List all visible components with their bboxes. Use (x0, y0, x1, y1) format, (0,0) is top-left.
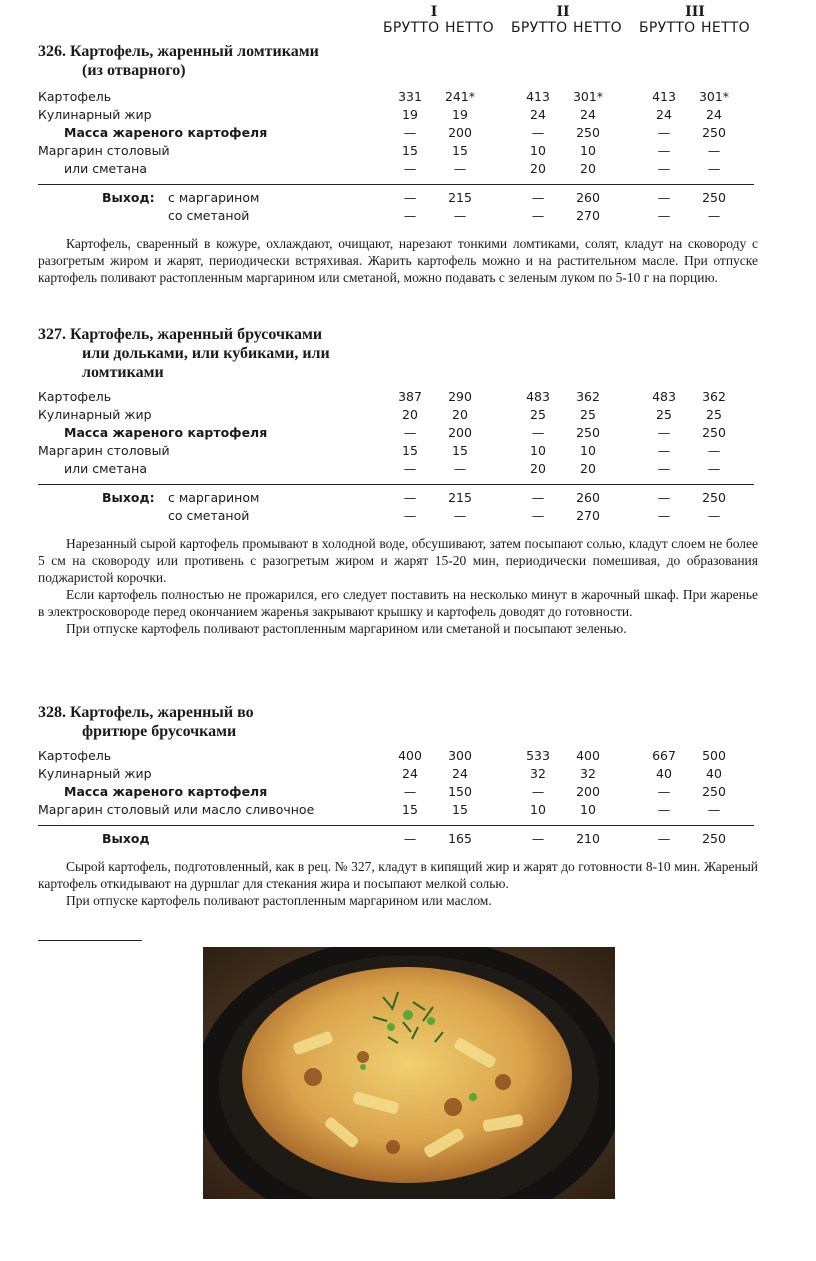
fried-potatoes-photo (203, 947, 615, 1199)
cell: 200 (576, 784, 600, 799)
cell: — (403, 425, 417, 440)
cell: 165 (448, 831, 472, 846)
title-line: 328. Картофель, жаренный во (38, 704, 254, 721)
cell: 20 (580, 161, 596, 176)
recipe-title (38, 42, 758, 80)
output-row (38, 507, 758, 525)
cell: 24 (402, 766, 418, 781)
cell: — (657, 143, 671, 158)
output-label: Выход: (102, 190, 155, 205)
row-label: Картофель (38, 89, 112, 104)
cell: — (531, 831, 545, 846)
cell: 32 (530, 766, 546, 781)
cell: — (453, 508, 467, 523)
cell: — (531, 508, 545, 523)
cell: 19 (452, 107, 468, 122)
cell: 15 (402, 443, 418, 458)
cell: 25 (530, 407, 546, 422)
cell: — (403, 208, 417, 223)
cell: 250 (576, 125, 600, 140)
table-row (38, 142, 758, 160)
paragraph: Если картофель полностью не прожарился, его следует поставить на несколько минут в жарочный шкаф. При жаренье в электросковороде перед окончанием жаренья закрывают крышку и картофель доводят до готовности. (38, 587, 758, 619)
group-label: III (685, 4, 705, 20)
cell: — (707, 461, 721, 476)
cell: 250 (702, 425, 726, 440)
table-row (38, 160, 758, 178)
paragraph: Картофель, сваренный в кожуре, охлаждают, очищают, нарезают тонкими ломтиками, солят, кладут на сковороду с разогретым жиром и жарят, периодически встряхивая. Жарить картофель можно и на растительном масле. При отпуске картофель поливают растопленным маргарином или сметаной, можно подавать с зеленым луком по 5-10 г на порцию. (38, 236, 758, 285)
cell: 215 (448, 490, 472, 505)
cell: — (707, 443, 721, 458)
title-line: фритюре брусочками (82, 723, 237, 740)
cell: — (531, 190, 545, 205)
cell: 400 (576, 748, 600, 763)
row-label: Масса жареного картофеля (64, 125, 268, 140)
recipe-description (38, 858, 758, 909)
row-label: или сметана (64, 461, 147, 476)
output-row (38, 189, 758, 207)
cell: 24 (580, 107, 596, 122)
output-sublabel: с маргарином (168, 190, 260, 205)
cell: 301* (698, 89, 730, 104)
paragraph: Сырой картофель, подготовленный, как в рец. № 327, кладут в кипящий жир и жарят до готовности 8-10 мин. Жареный картофель откидывают на дуршлаг для стекания жира и посыпают мелкой солью. (38, 859, 758, 891)
cell: 20 (530, 461, 546, 476)
cell: — (531, 125, 545, 140)
cell: — (707, 143, 721, 158)
cell: — (657, 490, 671, 505)
row-label: Картофель (38, 748, 112, 763)
cell: — (657, 190, 671, 205)
cell: — (707, 802, 721, 817)
divider (38, 825, 754, 826)
cell: — (657, 802, 671, 817)
row-label: Маргарин столовый (38, 443, 170, 458)
cell: 24 (656, 107, 672, 122)
cell: 241* (444, 89, 476, 104)
cell: 250 (702, 784, 726, 799)
row-label: Масса жареного картофеля (64, 425, 268, 440)
title-line: или дольками, или кубиками, или (82, 345, 330, 362)
cell: 25 (706, 407, 722, 422)
column-header: НЕТТО (701, 20, 750, 36)
title-line: 326. Картофель, жаренный ломтиками (38, 43, 319, 60)
cell: 250 (576, 425, 600, 440)
cell: 150 (448, 784, 472, 799)
cell: 10 (530, 143, 546, 158)
cell: 250 (702, 125, 726, 140)
table-row (38, 406, 758, 424)
paragraph: Нарезанный сырой картофель промывают в холодной воде, обсушивают, затем посыпают солью, кладут слоем не более 5 см на сковороду или противень с разогретым жиром и жарят 15-20 мин, периодически помешивая, до образования поджаристой корочки. (38, 536, 758, 585)
cell: 40 (706, 766, 722, 781)
paragraph: При отпуске картофель поливают растопленным маргарином или сметаной и посыпают зеленью. (66, 621, 627, 636)
table-row (38, 388, 758, 406)
cell: 250 (702, 190, 726, 205)
cell: 200 (448, 125, 472, 140)
recipe-title (38, 325, 758, 382)
output-row (38, 207, 758, 225)
cell: 40 (656, 766, 672, 781)
cell: 20 (402, 407, 418, 422)
cell: — (403, 125, 417, 140)
cell: — (657, 508, 671, 523)
cell: — (403, 161, 417, 176)
row-label: Кулинарный жир (38, 766, 152, 781)
divider (38, 484, 754, 485)
cell: 500 (702, 748, 726, 763)
cell: 10 (580, 143, 596, 158)
group-label: II (556, 4, 570, 20)
cell: 24 (452, 766, 468, 781)
cell: 400 (398, 748, 422, 763)
cell: — (403, 461, 417, 476)
row-label: Картофель (38, 389, 112, 404)
recipe-328 (38, 703, 758, 909)
cell: — (657, 125, 671, 140)
recipe-description (38, 535, 758, 637)
cell: 413 (652, 89, 676, 104)
cell: 15 (452, 143, 468, 158)
cell: 667 (652, 748, 676, 763)
cell: 300 (448, 748, 472, 763)
cell: — (657, 208, 671, 223)
output-label: Выход (102, 831, 150, 846)
recipe-description (38, 235, 758, 286)
cell: 215 (448, 190, 472, 205)
cell: 25 (580, 407, 596, 422)
recipe-326 (38, 42, 758, 286)
cell: 483 (526, 389, 550, 404)
cell: 24 (530, 107, 546, 122)
cell: 15 (452, 802, 468, 817)
column-header: БРУТТО (639, 20, 696, 36)
cell: 250 (702, 831, 726, 846)
cell: — (657, 831, 671, 846)
title-line: (из отварного) (82, 62, 186, 79)
photo-illustration (203, 947, 615, 1199)
cell: — (403, 831, 417, 846)
cell: — (531, 490, 545, 505)
cell: — (657, 161, 671, 176)
table-row (38, 801, 758, 819)
output-sublabel: со сметаной (168, 208, 250, 223)
cell: 210 (576, 831, 600, 846)
column-header: НЕТТО (573, 20, 622, 36)
cell: — (531, 784, 545, 799)
cell: 260 (576, 490, 600, 505)
cell: 413 (526, 89, 550, 104)
cell: 387 (398, 389, 422, 404)
cell: — (403, 190, 417, 205)
cell: — (657, 461, 671, 476)
cell: — (453, 208, 467, 223)
column-header: БРУТТО (383, 20, 440, 36)
cell: 10 (580, 443, 596, 458)
cell: 10 (530, 443, 546, 458)
output-sublabel: со сметаной (168, 508, 250, 523)
cell: — (403, 508, 417, 523)
cell: — (531, 425, 545, 440)
cell: 19 (402, 107, 418, 122)
cell: 290 (448, 389, 472, 404)
cell: 15 (402, 143, 418, 158)
cell: 260 (576, 190, 600, 205)
table-row (38, 747, 758, 765)
cell: — (657, 425, 671, 440)
cell: — (531, 208, 545, 223)
cell: 24 (706, 107, 722, 122)
cell: — (707, 208, 721, 223)
cell: 250 (702, 490, 726, 505)
column-headers (0, 4, 816, 44)
cell: 15 (452, 443, 468, 458)
cell: 362 (576, 389, 600, 404)
cell: — (657, 443, 671, 458)
divider (38, 184, 754, 185)
cell: 20 (530, 161, 546, 176)
cell: — (403, 784, 417, 799)
row-label: Кулинарный жир (38, 107, 152, 122)
cell: 10 (580, 802, 596, 817)
output-row (38, 489, 758, 507)
table-row (38, 106, 758, 124)
output-row (38, 830, 758, 848)
title-line: ломтиками (82, 364, 164, 381)
cell: 20 (580, 461, 596, 476)
output-sublabel: с маргарином (168, 490, 260, 505)
cell: 20 (452, 407, 468, 422)
cell: 533 (526, 748, 550, 763)
row-label: Маргарин столовый (38, 143, 170, 158)
cell: 32 (580, 766, 596, 781)
column-header: БРУТТО (511, 20, 568, 36)
row-label: Масса жареного картофеля (64, 784, 268, 799)
cell: — (453, 161, 467, 176)
cell: 270 (576, 508, 600, 523)
cell: 25 (656, 407, 672, 422)
row-label: Маргарин столовый или масло сливочное (38, 802, 315, 817)
cell: 10 (530, 802, 546, 817)
cell: — (453, 461, 467, 476)
cell: — (403, 490, 417, 505)
group-label: I (430, 4, 438, 20)
row-label: или сметана (64, 161, 147, 176)
cell: — (707, 508, 721, 523)
cell: 483 (652, 389, 676, 404)
output-label: Выход: (102, 490, 155, 505)
cell: — (657, 784, 671, 799)
cell: 301* (572, 89, 604, 104)
table-row (38, 88, 758, 106)
recipe-327 (38, 325, 758, 637)
table-row (38, 783, 758, 801)
table-row (38, 765, 758, 783)
title-line: 327. Картофель, жаренный брусочками (38, 326, 323, 343)
cell: 15 (402, 802, 418, 817)
table-row (38, 424, 758, 442)
cell: 270 (576, 208, 600, 223)
cell: 331 (398, 89, 422, 104)
cell: 200 (448, 425, 472, 440)
table-row (38, 124, 758, 142)
table-row (38, 460, 758, 478)
row-label: Кулинарный жир (38, 407, 152, 422)
recipe-title (38, 703, 758, 741)
cell: — (707, 161, 721, 176)
column-header: НЕТТО (445, 20, 494, 36)
paragraph: При отпуске картофель поливают растопленным маргарином или маслом. (66, 893, 492, 908)
table-row (38, 442, 758, 460)
end-divider (38, 940, 142, 941)
cell: 362 (702, 389, 726, 404)
